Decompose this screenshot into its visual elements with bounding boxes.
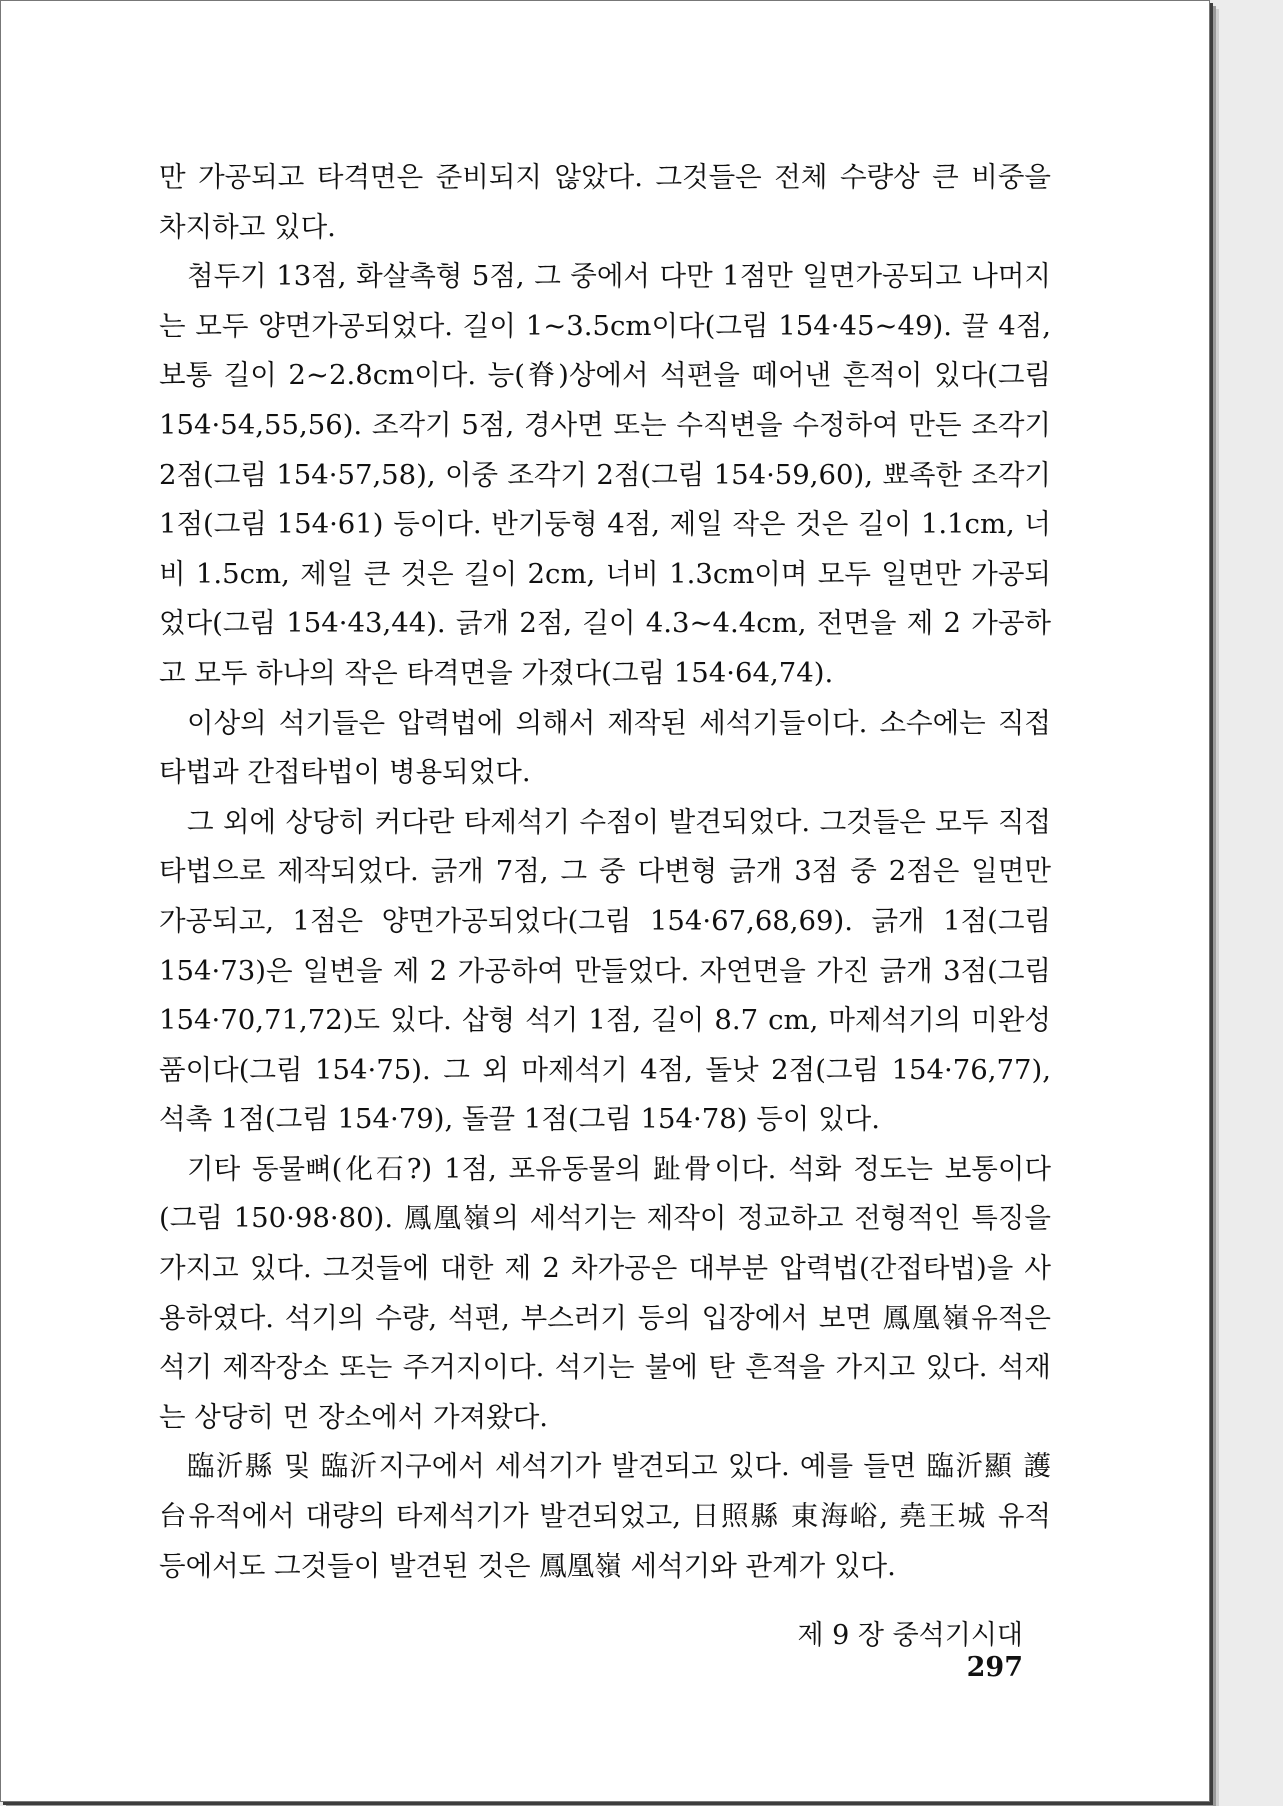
- page-number: 297: [966, 1652, 1023, 1683]
- paragraph-points-tools: 첨두기 13점, 화살촉형 5점, 그 중에서 다만 1점만 일면가공되고 나머지는 모두 양면가공되었다. 길이 1~3.5cm이다(그림 154·45~49). 끌 4점, 보통 길이 2~2.8cm이다. 능(脊)상에서 석편을 떼어낸 흔적이 있다(그림 154·54,55,56). 조각기 5점, 경사면 또는 수직변을 수정하여 만든 조각기 2점(그림 154·57,58), 이중 조각기 2점(그림 154·59,60), 뾰족한 조각기 1점(그림 154·61) 등이다. 반기둥형 4점, 제일 작은 것은 길이 1.1cm, 너비 1.5cm, 제일 큰 것은 길이 2cm, 너비 1.3cm이며 모두 일면만 가공되었다(그림 154·43,44). 긁개 2점, 길이 4.3~4.4cm, 전면을 제 2 가공하고 모두 하나의 작은 타격면을 가졌다(그림 154·64,74).: [159, 260, 1051, 689]
- paragraph-pressure-method: 이상의 석기들은 압력법에 의해서 제작된 세석기들이다. 소수에는 직접타법과 간접타법이 병용되었다.: [159, 706, 1051, 789]
- chapter-title: 제 9 장 중석기시대: [797, 1620, 1023, 1651]
- body-text: [159, 153, 1051, 1591]
- paragraph-continued: 만 가공되고 타격면은 준비되지 않았다. 그것들은 전체 수량상 큰 비중을 차지하고 있다.: [159, 161, 1051, 243]
- paragraph-large-tools: 그 외에 상당히 커다란 타제석기 수점이 발견되었다. 그것들은 모두 직접타법으로 제작되었다. 긁개 7점, 그 중 다변형 긁개 3점 중 2점은 일면만 가공되고, 1점은 양면가공되었다(그림 154·67,68,69). 긁개 1점(그림 154·73)은 일변을 제 2 가공하여 만들었다. 자연면을 가진 긁개 3점(그림 154·70,71,72)도 있다. 삽형 석기 1점, 길이 8.7 cm, 마제석기의 미완성품이다(그림 154·75). 그 외 마제석기 4점, 돌낫 2점(그림 154·76,77), 석촉 1점(그림 154·79), 돌끌 1점(그림 154·78) 등이 있다.: [159, 805, 1051, 1136]
- page-footer: [723, 1613, 1023, 1683]
- paragraph-linyi: 臨沂縣 및 臨沂지구에서 세석기가 발견되고 있다. 예를 들면 臨沂顯 護台유적에서 대량의 타제석기가 발견되었고, 日照縣 東海峪, 堯王城 유적 등에서도 그것들이 발견된 것은 鳳凰嶺 세석기와 관계가 있다.: [159, 1450, 1051, 1582]
- paragraph-animal-bone: 기타 동물뼈(化石?) 1점, 포유동물의 趾骨이다. 석화 정도는 보통이다(그림 150·98·80). 鳳凰嶺의 세석기는 제작이 정교하고 전형적인 특징을 가지고 있다. 그것들에 대한 제 2 차가공은 대부분 압력법(간접타법)을 사용하였다. 석기의 수량, 석편, 부스러기 등의 입장에서 보면 鳳凰嶺유적은 석기 제작장소 또는 주거지이다. 석기는 불에 탄 흔적을 가지고 있다. 석재는 상당히 먼 장소에서 가져왔다.: [159, 1152, 1051, 1433]
